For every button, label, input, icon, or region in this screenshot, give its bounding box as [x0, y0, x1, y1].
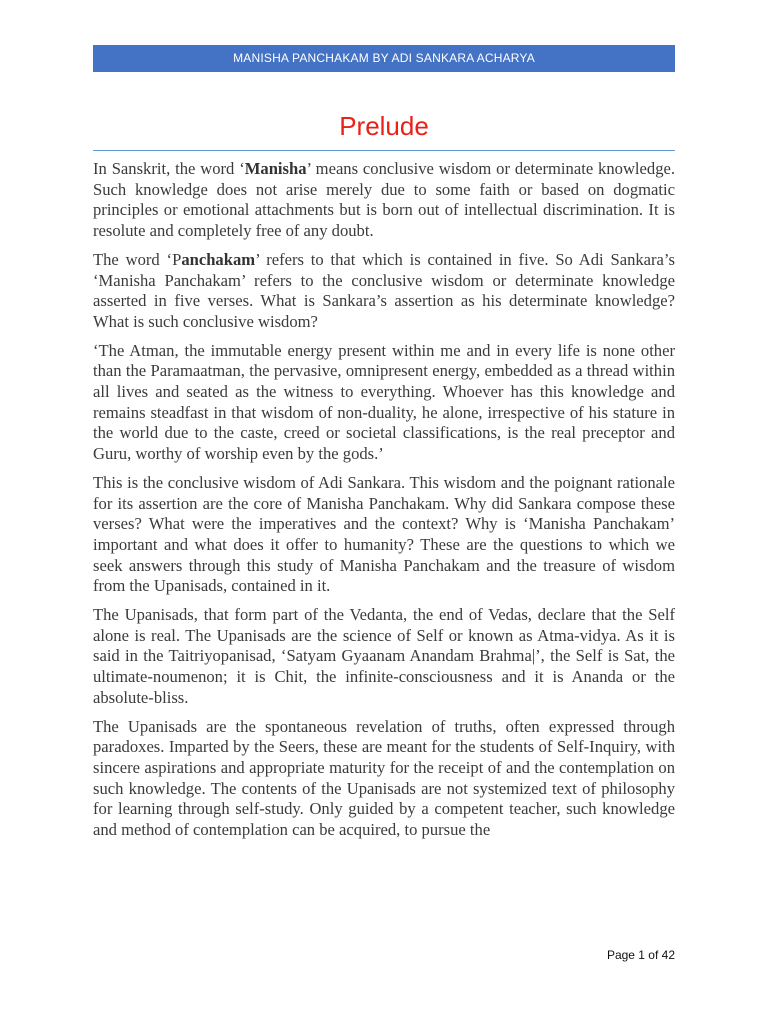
paragraph-1	[93, 159, 675, 242]
term-manisha: Manisha	[244, 159, 307, 178]
paragraph-5: The Upanisads, that form part of the Vedanta, the end of Vedas, declare that the Self alone is real. The Upanisads are the science of Self or known as Atma-vidya. As it is said in the Taitriyopanisad, ‘Satyam Gyaanam Anandam Brahma|’, the Self is Sat, the ultimate-noumenon; it is Chit, the infinite-consciousness and it is Ananda or the absolute-bliss.	[93, 605, 675, 707]
paragraph-2-rest: ’ refers to that which is contained in five. So Adi Sankara’s ‘Manisha Panchakam’ refers to the conclusive wisdom or determinate knowledge asserted in five verses. What is Sankara’s assertion as his determinate knowledge? What is such conclusive wisdom?	[93, 249, 675, 331]
paragraph-6: The Upanisads are the spontaneous revelation of truths, often expressed through paradoxes. Imparted by the Seers, these are meant for the students of Self-Inquiry, with sincere aspirations and appropriate maturity for the receipt of and the contemplation on such knowledge. The contents of the Upanisads are not systemized text of philosophy for learning through self-study. Only guided by a competent teacher, such knowledge and method of contemplation can be acquired, to pursue the	[93, 716, 675, 840]
paragraph-1-lead: In Sanskrit, the word ‘	[93, 159, 245, 178]
page-number: Page 1 of 42	[606, 948, 675, 962]
paragraph-3: ‘The Atman, the immutable energy present within me and in every life is none other than the Paramaatman, the pervasive, omnipresent energy, embedded as a thread within all lives and seated as the witness to everything. Whoever has this knowledge and remains steadfast in that wisdom of non-duality, he alone, irrespective of his stature in the world due to the caste, creed or societal classifications, is the real preceptor and Guru, worthy of worship even by the gods.’	[93, 340, 675, 464]
term-panchakam: anchakam	[181, 249, 256, 269]
paragraph-4: This is the conclusive wisdom of Adi Sankara. This wisdom and the poignant rationale for its assertion are the core of Manisha Panchakam. Why did Sankara compose these verses? What were the imperatives and the context? Why is ‘Manisha Panchakam’ important and what does it offer to humanity? These are the questions to which we seek answers through this study of Manisha Panchakam and the treasure of wisdom from the Upanisads, contained in it.	[93, 472, 675, 596]
running-header-text: MANISHA PANCHAKAM BY ADI SANKARA ACHARYA	[233, 51, 535, 65]
title-divider	[93, 150, 675, 151]
section-title: Prelude	[339, 111, 429, 141]
paragraph-2	[93, 250, 675, 333]
paragraph-1-rest: ’ means conclusive wisdom or determinate knowledge. Such knowledge does not arise merely due to some faith or based on dogmatic principles or emotional attachments but is born out of intellectual discrimination. It is resolute and completely free of any doubt.	[93, 159, 675, 241]
body-text	[93, 159, 675, 939]
paragraph-2-lead: The word ‘P	[93, 249, 182, 269]
running-header	[93, 45, 675, 72]
